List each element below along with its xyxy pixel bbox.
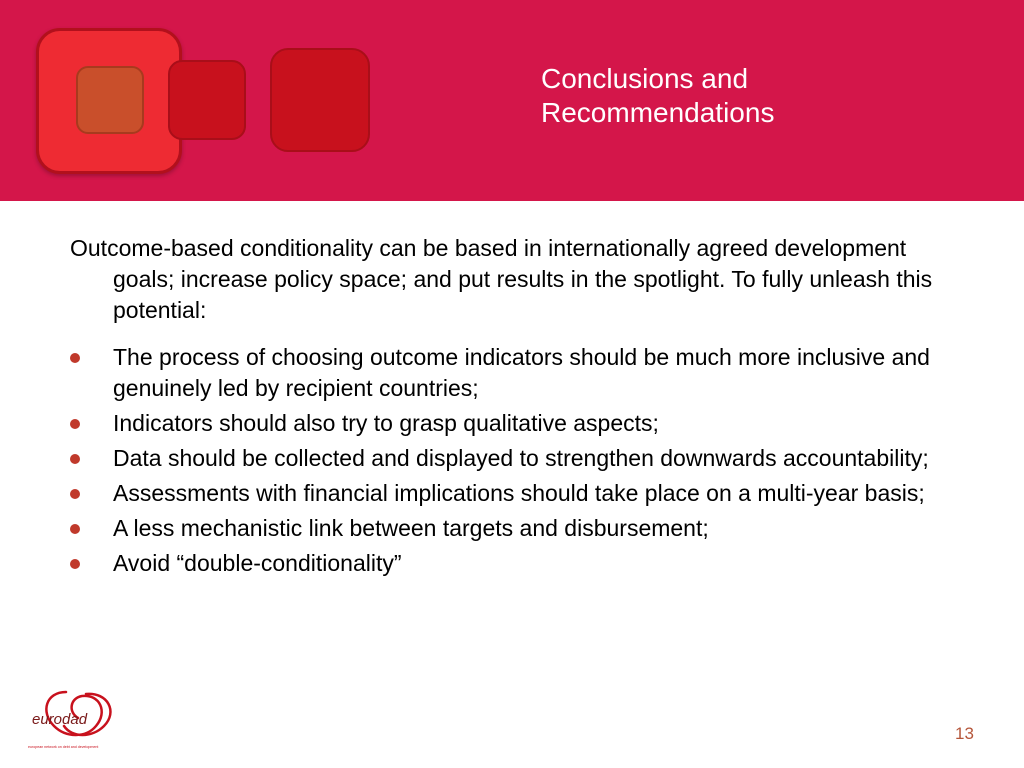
- decorative-square-inner: [76, 66, 144, 134]
- decorative-square-right: [270, 48, 370, 152]
- recommendations-list: [70, 342, 970, 579]
- list-item: [70, 342, 970, 404]
- list-item: [70, 548, 970, 579]
- list-item: [70, 443, 970, 474]
- page-number: 13: [955, 724, 974, 743]
- list-item-text: A less mechanistic link between targets and disbursement;: [113, 515, 709, 541]
- bullet-icon: [70, 559, 80, 569]
- slide-title-line-2: Recommendations: [541, 97, 775, 128]
- list-item-text: Avoid “double-conditionality”: [113, 550, 402, 576]
- eurodad-logo-icon: [26, 690, 138, 752]
- bullet-icon: [70, 454, 80, 464]
- logo-tagline: european network on debt and development: [28, 745, 99, 749]
- list-item-text: Data should be collected and displayed to strengthen downwards accountability;: [113, 445, 929, 471]
- logo-wordmark: eurodad: [32, 711, 88, 728]
- slide-body: [70, 233, 970, 583]
- list-item-text: The process of choosing outcome indicators should be much more inclusive and genuinely led by recipient countries;: [113, 344, 930, 401]
- intro-paragraph: Outcome-based conditionality can be based in internationally agreed development goals; increase policy space; and put results in the spotlight. To fully unleash this potential:: [70, 235, 933, 323]
- bullet-icon: [70, 489, 80, 499]
- bullet-icon: [70, 419, 80, 429]
- list-item: [70, 478, 970, 509]
- slide-title-line-1: Conclusions and: [541, 63, 749, 94]
- list-item: [70, 513, 970, 544]
- list-item: [70, 408, 970, 439]
- slide-title: [541, 62, 774, 130]
- bullet-icon: [70, 353, 80, 363]
- list-item-text: Indicators should also try to grasp qualitative aspects;: [113, 410, 659, 436]
- list-item-text: Assessments with financial implications should take place on a multi-year basis;: [113, 480, 925, 506]
- bullet-icon: [70, 524, 80, 534]
- slide-header-band: [0, 0, 1024, 201]
- decorative-square-medium: [168, 60, 246, 140]
